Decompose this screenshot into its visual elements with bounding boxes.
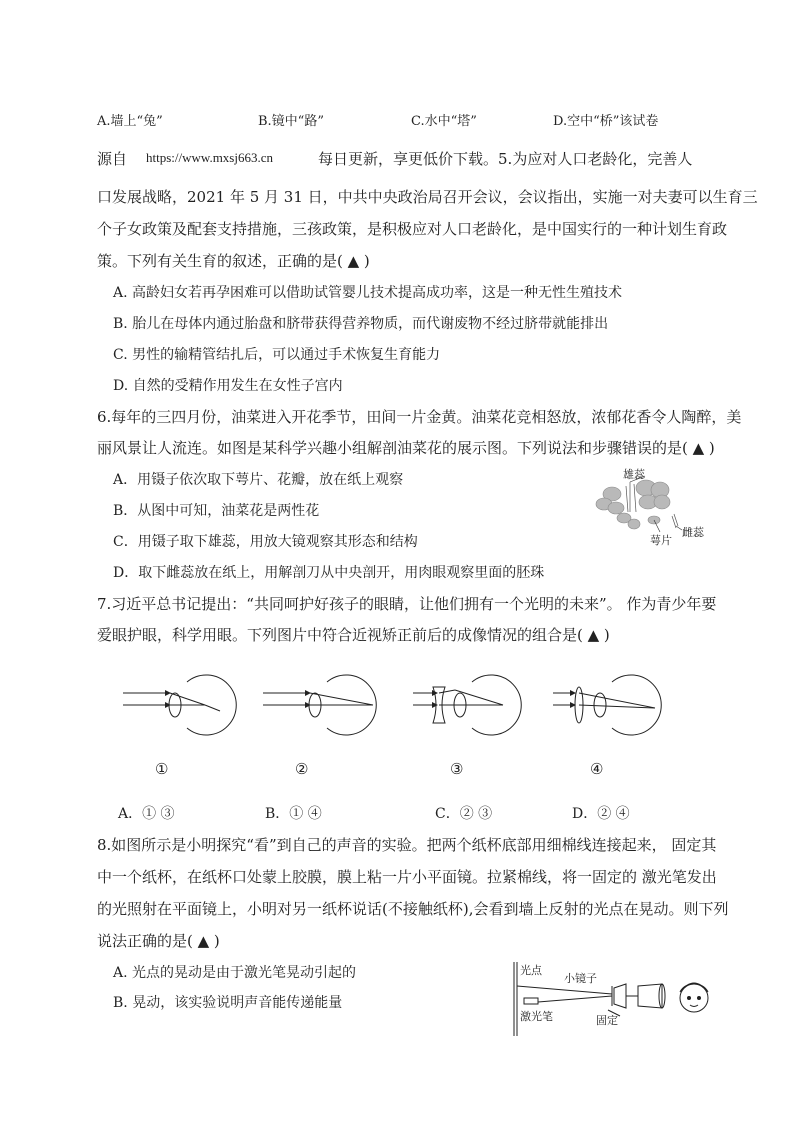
q5-option-c: C. 男性的输精管结扎后，可以通过手术恢复生育能力 [113,347,441,363]
eye-label-4: ④ [590,760,604,778]
q5-option-a: A. 高龄妇女若再孕困难可以借助试管婴儿技术提高成功率，这是一种无性生殖技术 [113,285,623,301]
q8-line-3: 的光照射在平面镜上，小明对另一纸杯说话(不接触纸杯),会看到墙上反射的光点在晃动。则下列 [97,900,729,918]
q4-option-c: C.水中“塔” [411,114,477,129]
eye-diagrams [115,670,675,745]
q5-option-b: B. 胎儿在母体内通过胎盘和脐带获得营养物质，而代谢废物不经过脐带就能排出 [113,316,609,332]
q8-line-4: 说法正确的是( ▲ ) [97,932,220,950]
q8-option-a: A. 光点的晃动是由于激光笔晃动引起的 [113,965,357,981]
q7-line-2: 爱眼护眼，科学用眼。下列图片中符合近视矫正前后的成像情况的组合是( ▲ ) [97,626,610,644]
q7-option-b: B．① ④ [265,806,322,822]
q5-line-1: 口发展战略，2021 年 5 月 31 日，中共中央政治局召开会议，会议指出，实施一对夫妻可以生育三 [97,188,758,206]
sepal-label: 萼片 [650,534,672,547]
eye-label-1: ① [155,760,169,778]
mirror-label: 小镜子 [564,972,597,985]
q4-option-b: B.镜中“路” [258,114,324,129]
q6-option-a: A．用镊子依次取下萼片、花瓣，放在纸上观察 [113,472,404,488]
q8-line-1: 8.如图所示是小明探究“看”到自己的声音的实验。把两个纸杯底部用细棉线连接起来， 固定其 [97,836,717,854]
q7-line-1: 7.习近平总书记提出：“共同呵护好孩子的眼睛，让他们拥有一个光明的未来”。 作为青少年要 [97,595,717,613]
q4-option-a: A.墙上“兔” [97,114,163,129]
q6-option-b: B．从图中可知，油菜花是两性花 [113,503,320,519]
light-spot-label: 光点 [520,964,542,977]
q6-line-1: 6.每年的三四月份，油菜进入开花季节，田间一片金黄。油菜花竞相怒放，浓郁花香令人陶醉，美 [97,408,742,426]
eye-diagram-3 [413,675,521,735]
eye-diagram-2 [263,675,376,735]
child-face [680,983,708,1012]
stamen-label: 雄蕊 [623,468,645,481]
q6-line-2: 丽风景让人流连。如图是某科学兴趣小组解剖油菜花的展示图。下列说法和步骤错误的是( ▲ ) [97,439,715,457]
q5-line-2: 个子女政策及配套支持措施，三孩政策，是积极应对人口老龄化，是中国实行的一种计划生育政 [97,220,728,238]
source-prefix: 源自 [97,150,128,168]
pistil-label: 雌蕊 [682,526,704,539]
eye-diagram-1 [123,675,236,735]
fixed-label: 固定 [596,1014,618,1027]
eye-label-3: ③ [450,760,464,778]
eye-label-2: ② [295,760,309,778]
source-url[interactable]: https://www.mxsj663.cn [146,150,273,165]
cup-experiment-figure [508,960,718,1038]
q7-option-a: A．① ③ [118,806,175,822]
q8-option-b: B. 晃动，该实验说明声音能传递能量 [113,995,343,1011]
q4-option-d: D.空中“桥”该试卷 [553,114,659,129]
q5-option-d: D. 自然的受精作用发生在女性子宫内 [113,378,343,394]
laser-label: 激光笔 [520,1010,553,1023]
eye-diagram-4 [553,675,661,735]
q8-line-2: 中一个纸杯，在纸杯口处蒙上胶膜，膜上粘一片小平面镜。拉紧棉线，将一固定的 激光笔发出 [97,868,717,886]
q7-option-c: C．② ③ [435,806,493,822]
q6-option-c: C．用镊子取下雄蕊，用放大镜观察其形态和结构 [113,534,418,550]
q5-line-3: 策。下列有关生育的叙述，正确的是( ▲ ) [97,252,370,270]
flower-dissection-figure [590,468,715,548]
q6-option-d: D．取下雌蕊放在纸上，用解剖刀从中央剖开，用肉眼观察里面的胚珠 [113,565,545,581]
source-suffix: 每日更新，享更低价下载。5.为应对人口老龄化，完善人 [318,150,693,168]
q7-option-d: D．② ④ [572,806,630,822]
